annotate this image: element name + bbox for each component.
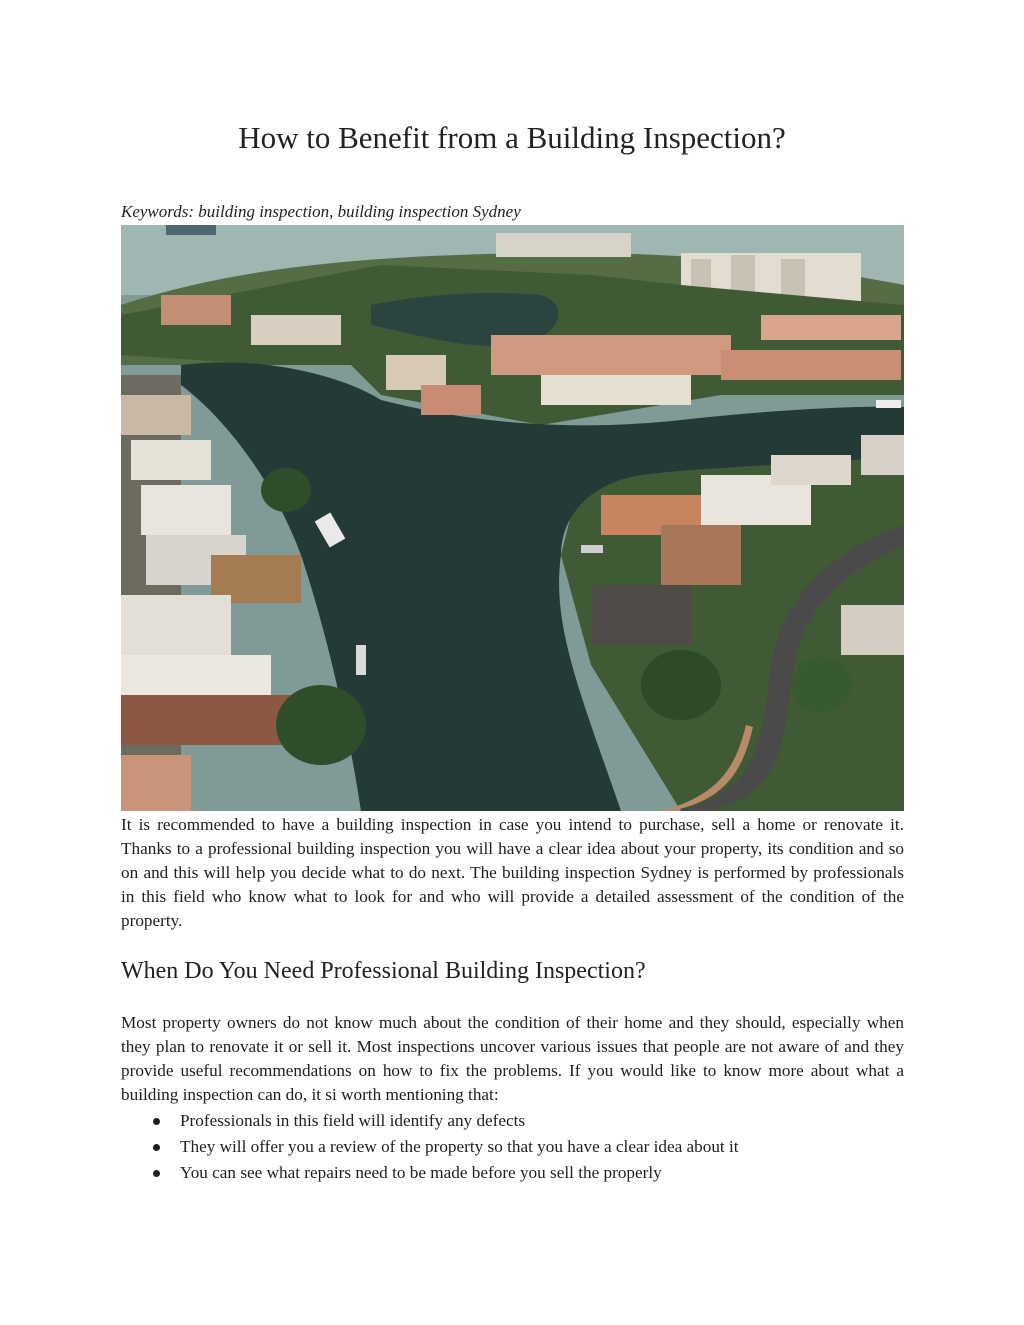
section-paragraph: Most property owners do not know much about the condition of their home and they should, especially when they plan to renovate it or sell it. Most inspections uncover various issues that people are not aware of and they provide useful recommendations on how to fix the problems. If you would like to know more about what a building inspection can do, it si worth mentioning that: [121,1013,904,1104]
list-item [121,1108,904,1134]
list-item [121,1134,904,1160]
list-item-text: They will offer you a review of the property so that you have a clear idea about it [180,1137,739,1156]
bullet-icon [153,1118,160,1125]
keywords-line: Keywords: building inspection, building inspection Sydney [121,202,521,221]
page-title: How to Benefit from a Building Inspection? [238,120,786,155]
list-item-text: Professionals in this field will identify any defects [180,1111,526,1130]
bullet-list [121,1108,904,1186]
intro-paragraph: It is recommended to have a building inspection in case you intend to purchase, sell a home or renovate it. Thanks to a professional building inspection you will have a clear idea about your property, its condition and so on and this will help you decide what to do next. The building inspection Sydney is performed by professionals in this field who know what to look for and who will provide a detailed assessment of the condition of the property. [121,815,904,930]
bullet-icon [153,1170,160,1177]
list-item-text: You can see what repairs need to be made before you sell the properly [180,1163,662,1182]
section-heading: When Do You Need Professional Building Inspection? [121,958,646,984]
bullet-icon [153,1144,160,1151]
list-item [121,1160,904,1186]
aerial-canal-photo [121,225,904,811]
